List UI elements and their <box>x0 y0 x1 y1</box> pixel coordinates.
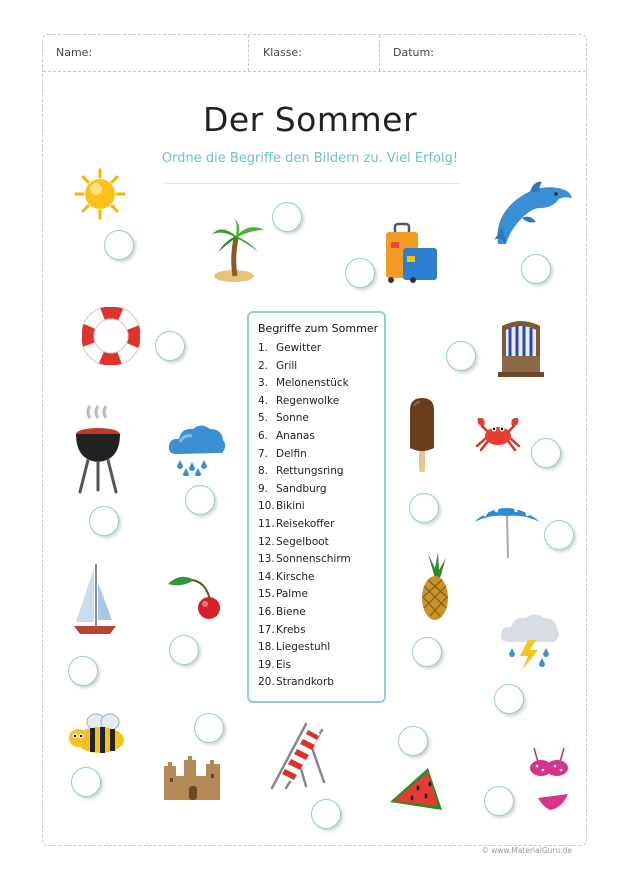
ice-cream-picture <box>406 396 438 474</box>
answer-circle-ice-cream[interactable] <box>409 493 439 523</box>
word-item: 18.Liegestuhl <box>258 641 331 654</box>
divider <box>163 183 460 184</box>
answer-circle-deck-chair[interactable] <box>311 799 341 829</box>
answer-circle-sandcastle[interactable] <box>398 726 428 756</box>
answer-circle-dolphin[interactable] <box>521 254 551 284</box>
header-row <box>43 35 586 72</box>
beach-chair-basket-picture <box>496 318 546 380</box>
word-item: 20.Strandkorb <box>258 676 334 689</box>
answer-circle-cherry[interactable] <box>169 635 199 665</box>
bee-picture <box>66 712 128 756</box>
word-item: 3. Melonenstück <box>258 377 349 390</box>
watermelon-picture <box>388 766 444 814</box>
word-item: 9. Sandburg <box>258 482 327 495</box>
answer-circle-bee-lower[interactable] <box>71 767 101 797</box>
word-item: 1. Gewitter <box>258 342 322 354</box>
word-item: 16.Biene <box>258 605 306 618</box>
answer-circle-life-ring[interactable] <box>155 331 185 361</box>
grill-picture <box>72 404 124 494</box>
answer-circle-thunderstorm[interactable] <box>494 684 524 714</box>
word-list <box>258 340 351 692</box>
date-field[interactable] <box>380 35 586 71</box>
answer-circle-beach-chair-basket[interactable] <box>446 341 476 371</box>
word-item: 7. Delfin <box>258 447 307 460</box>
sun-picture <box>74 168 126 220</box>
word-item: 14.Kirsche <box>258 570 315 583</box>
cherry-picture <box>166 570 224 622</box>
thunderstorm-picture <box>498 612 562 670</box>
answer-circle-crab[interactable] <box>531 438 561 468</box>
word-item: 4. Regenwolke <box>258 394 340 407</box>
bikini-picture <box>528 746 570 818</box>
answer-circle-pineapple[interactable] <box>412 637 442 667</box>
word-item: 15.Palme <box>258 588 308 601</box>
word-item: 12.Segelboot <box>258 535 329 548</box>
word-list-box <box>247 311 386 703</box>
dolphin-picture <box>492 178 574 248</box>
parasol-picture <box>472 500 542 560</box>
palm-tree-picture <box>208 218 268 284</box>
crab-picture <box>474 414 522 452</box>
word-item: 8. Rettungsring <box>258 465 344 478</box>
answer-circle-watermelon[interactable] <box>484 786 514 816</box>
answer-circle-rain-cloud[interactable] <box>185 485 215 515</box>
sailboat-picture <box>72 562 118 638</box>
word-item: 13.Sonnenschirm <box>258 553 351 566</box>
word-item: 2. Grill <box>258 359 298 372</box>
word-item: 17.Krebs <box>258 623 306 636</box>
answer-circle-sailboat[interactable] <box>68 656 98 686</box>
word-list-heading: Begriffe zum Sommer <box>258 322 379 335</box>
suitcase-picture <box>383 222 439 284</box>
name-label: Name: <box>56 46 93 59</box>
date-label: Datum: <box>393 46 434 59</box>
word-item: 6. Ananas <box>258 429 315 442</box>
rain-cloud-picture <box>166 420 228 476</box>
deck-chair-picture <box>266 722 328 790</box>
copyright-footer: © www.MaterialGuru.de <box>481 846 572 855</box>
word-item: 11.Reisekoffer <box>258 517 335 530</box>
class-field[interactable] <box>249 35 380 71</box>
answer-circle-bee[interactable] <box>194 713 224 743</box>
word-item: 19.Eis <box>258 658 292 671</box>
page-subtitle: Ordne die Begriffe den Bildern zu. Viel Erfolg! <box>161 151 459 166</box>
life-ring-picture <box>82 307 140 365</box>
pineapple-picture <box>418 552 452 622</box>
word-item: 5. Sonne <box>258 412 309 425</box>
name-field[interactable] <box>43 35 249 71</box>
page-title: Der Sommer <box>202 100 418 139</box>
sandcastle-picture <box>162 752 224 802</box>
class-label: Klasse: <box>263 46 302 59</box>
answer-circle-grill[interactable] <box>89 506 119 536</box>
answer-circle-parasol[interactable] <box>544 520 574 550</box>
answer-circle-suitcase[interactable] <box>345 258 375 288</box>
answer-circle-palm-tree[interactable] <box>272 202 302 232</box>
answer-circle-sun[interactable] <box>104 230 134 260</box>
word-item: 10.Bikini <box>258 500 305 513</box>
